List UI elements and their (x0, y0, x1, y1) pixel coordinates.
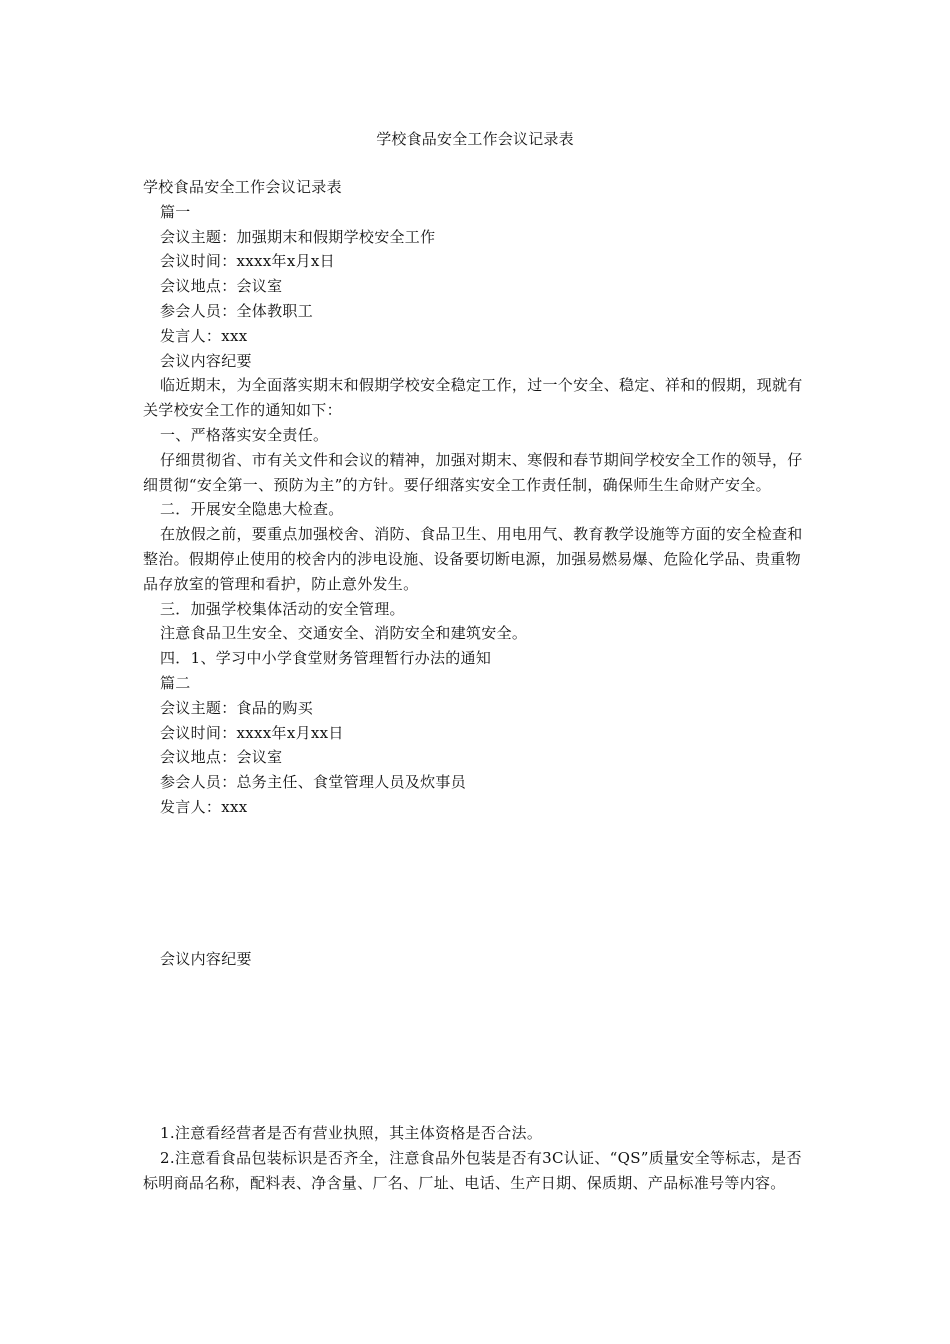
meeting-topic-two: 会议主题：食品的购买 (160, 698, 314, 717)
intro-paragraph: 临近期末，为全面落实期末和假期学校安全稳定工作，过一个安全、稳定、祥和的假期，现就有关学校安全工作的通知如下： (143, 376, 803, 420)
summary-label: 会议内容纪要 (160, 351, 252, 370)
item-two-title: 二．开展安全隐患大检查。 (160, 500, 344, 519)
section-one (143, 175, 813, 820)
meeting-topic: 会议主题：加强期末和假期学校安全工作 (160, 227, 436, 246)
item-one-body: 仔细贯彻省、市有关文件和会议的精神，加强对期末、寒假和春节期间学校安全工作的领导，仔细贯彻“安全第一、预防为主”的方针。要仔细落实安全工作责任制，确保师生生命财产安全。 (143, 450, 803, 494)
item-one-title: 一、严格落实安全责任。 (160, 425, 329, 444)
meeting-time-two: 会议时间：xxxx年x月xx日 (160, 723, 344, 742)
item-three-body: 注意食品卫生安全、交通安全、消防安全和建筑安全。 (160, 624, 528, 643)
meeting-attendees: 参会人员：全体教职工 (160, 301, 314, 320)
part-label: 篇一 (160, 202, 191, 221)
meeting-speaker: 发言人：xxx (160, 326, 248, 345)
meeting-time: 会议时间：xxxx年x月x日 (160, 252, 335, 271)
item-four-title: 四．1、学习中小学食堂财务管理暂行办法的通知 (160, 649, 492, 668)
meeting-attendees-two: 参会人员：总务主任、食堂管理人员及炊事员 (160, 773, 467, 792)
document-title: 学校食品安全工作会议记录表 (376, 130, 574, 148)
meeting-place: 会议地点：会议室 (160, 277, 283, 296)
item-three-title: 三．加强学校集体活动的安全管理。 (160, 599, 405, 618)
meeting-place-two: 会议地点：会议室 (160, 748, 283, 767)
item-two-body: 在放假之前，要重点加强校舍、消防、食品卫生、用电用气、教育教学设施等方面的安全检查和整治。假期停止使用的校舍内的涉电设施、设备要切断电源，加强易燃易爆、危险化学品、贵重物品存放室的管理和看护，防止意外发生。 (143, 525, 803, 593)
summary-label-two: 会议内容纪要 (160, 950, 252, 968)
point-two: 2.注意看食品包装标识是否齐全，注意食品外包装是否有3C认证、“QS”质量安全等标志，是否标明商品名称，配料表、净含量、厂名、厂址、电话、生产日期、保质期、产品标准号等内容。 (143, 1148, 802, 1192)
section-heading: 学校食品安全工作会议记录表 (143, 178, 342, 196)
meeting-speaker-two: 发言人：xxx (160, 797, 248, 816)
point-one: 1.注意看经营者是否有营业执照，其主体资格是否合法。 (160, 1124, 543, 1142)
part-label-two: 篇二 (160, 673, 191, 692)
section-two-summary (143, 947, 813, 972)
section-two-points (143, 1121, 813, 1195)
